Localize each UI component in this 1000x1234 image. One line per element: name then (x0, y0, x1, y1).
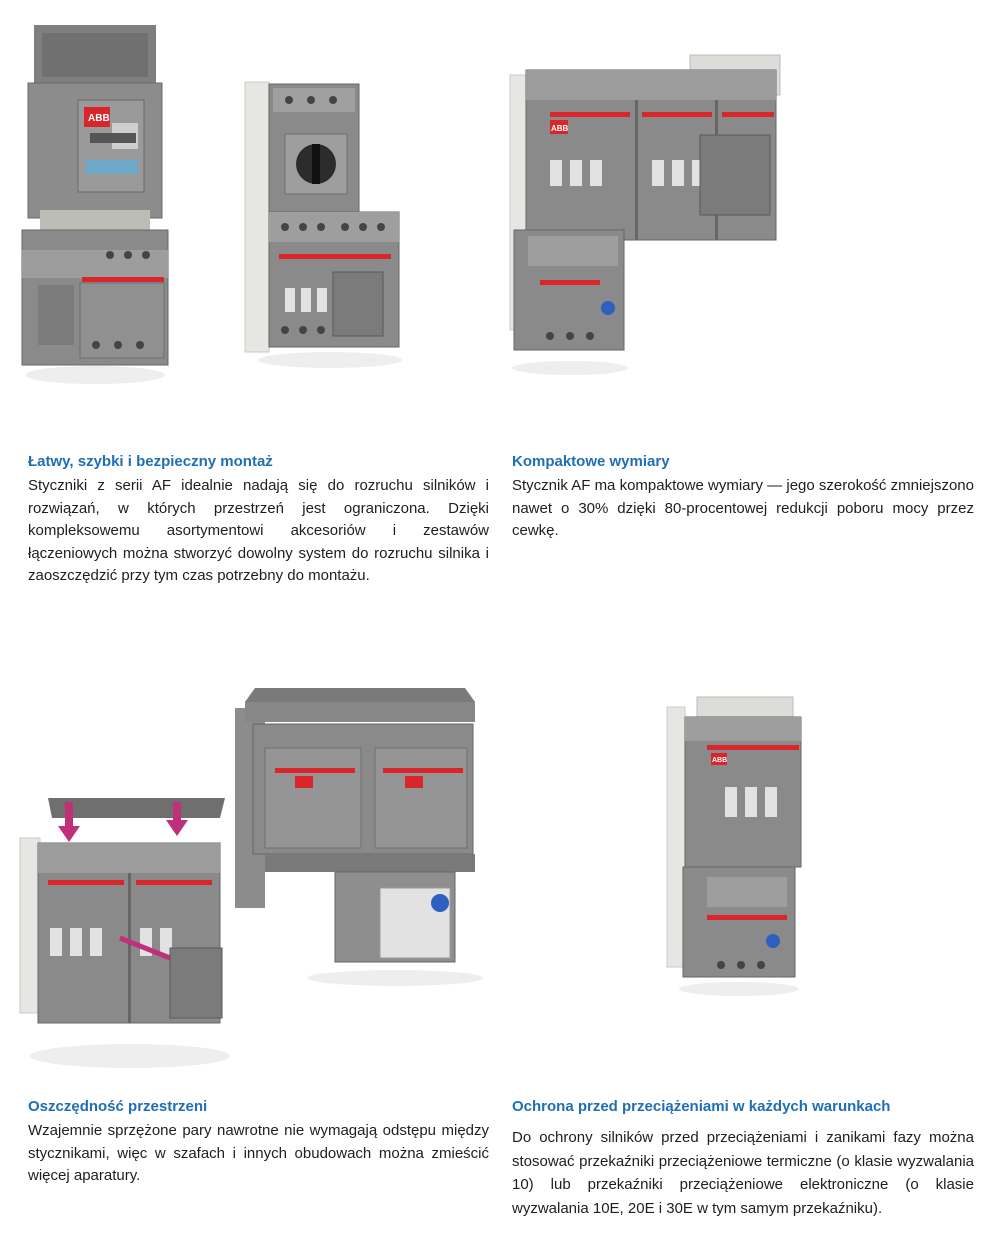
feature-text: Styczniki z serii AF idealnie nadają się do rozruchu silników i rozwiązań, w których przestrzeń jest ograniczona. Dzięki kompleksowemu asortymentowi akcesoriów i zestawów łączeniowych można stworzyć dowolny system do rozruchu silnika i zaoszczędzić przy tym czas potrzebny do montażu. (28, 477, 489, 584)
feature-block-compact (512, 452, 974, 543)
feature-text: Do ochrony silników przed przeciążeniami i zanikami fazy można stosować przekaźniki przeciążeniowe termiczne (o klasie wyzwalania 10) lub przekaźniki przeciążeniowe elektroniczne (o klasie wyzwalania 10E, 20E i 30E w tym samym przekaźniku). (512, 1129, 974, 1217)
feature-block-mounting (28, 452, 489, 588)
product-image-compact-contactors (510, 50, 800, 380)
abb-logo: ABB (712, 757, 728, 764)
abb-logo: ABB (88, 113, 110, 124)
product-image-reversing-contactors (235, 688, 490, 988)
feature-heading: Kompaktowe wymiary (512, 453, 670, 470)
product-image-breaker-contactor (20, 25, 170, 390)
feature-block-space-saving (28, 1097, 489, 1188)
feature-text: Stycznik AF ma kompaktowe wymiary — jego szerokość zmniejszono nawet o 30% dzięki 80-procentowej redukcji poboru mocy przez cewkę. (512, 477, 974, 539)
product-image-starter-combination (245, 82, 405, 382)
feature-text: Wzajemnie sprzężone pary nawrotne nie wymagają odstępu między stycznikami, więc w szafach i innych obudowach można zmieścić więcej aparatury. (28, 1122, 489, 1184)
feature-heading: Ochrona przed przeciążeniami w każdych warunkach (512, 1098, 891, 1115)
product-image-overload-relay (667, 697, 807, 997)
product-image-interlock-pair (20, 788, 240, 1088)
feature-heading: Oszczędność przestrzeni (28, 1098, 208, 1115)
abb-logo: ABB (551, 124, 569, 133)
feature-heading: Łatwy, szybki i bezpieczny montaż (28, 453, 273, 470)
feature-block-overload-protection (512, 1097, 974, 1220)
